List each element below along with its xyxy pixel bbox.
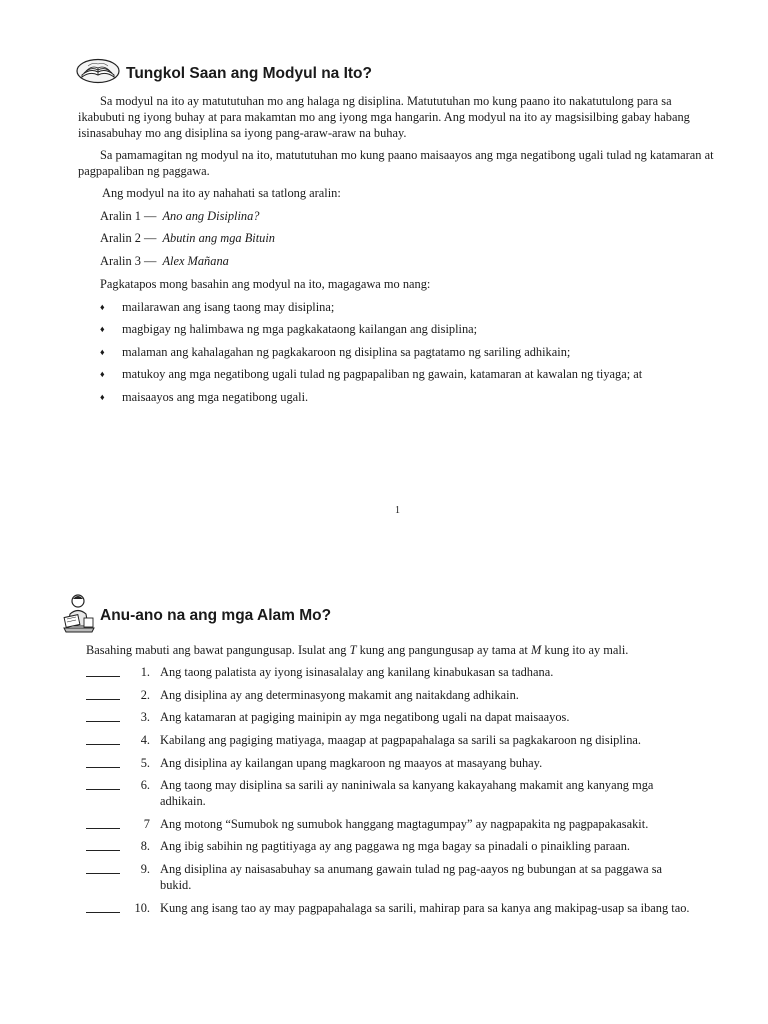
objective-item: ♦ mailarawan ang isang taong may disiplina; [100,300,335,314]
intro-paragraph-2: Sa pamamagitan ng modyul na ito, matututuhan mo kung paano maisaayos ang mga negatibong ugali tulad ng katamaran at pagpapaliban ng paggawa. [78,148,714,178]
intro-paragraph-3: Ang modyul na ito ay nahahati sa tatlong aralin: [102,186,341,200]
quiz-item: 4. Kabilang ang pagiging matiyaga, maagap at pagpapahalaga sa sarili sa pagkakaroon ng disiplina. [86,732,692,748]
lesson-1: Aralin 1 — Ano ang Disiplina? [100,209,260,223]
answer-blank[interactable] [86,687,120,700]
section1-title: Tungkol Saan ang Modyul na Ito? [126,64,372,82]
quiz-item: 3. Ang katamaran at pagiging mainipin ay mga negatibong ugali na dapat maisaayos. [86,709,692,725]
quiz-item: 9. Ang disiplina ay naisasabuhay sa anumang gawain tulad ng pag-aayos ng bubungan at sa paggawa sa bukid. [86,861,692,893]
intro-paragraph-1: Sa modyul na ito ay matututuhan mo ang halaga ng disiplina. Matututuhan mo kung paano ito nakatutulong para sa ikabubuti ng iyong buhay at para makamtan mo ang iyong mga hangarin. Ang modyul na ito ay magsisilbing gabay habang isinasabuhay mo ang disiplina sa iyong pang-araw-araw na buhay. [78,94,690,140]
answer-blank[interactable] [86,709,120,722]
answer-blank[interactable] [86,664,120,677]
page-number: 1 [395,505,400,516]
objective-item: ♦ maisaayos ang mga negatibong ugali. [100,390,309,404]
answer-blank[interactable] [86,777,120,790]
answer-blank[interactable] [86,755,120,768]
answer-blank[interactable] [86,816,120,829]
person-reading-icon [62,592,96,639]
quiz-item: 8. Ang ibig sabihin ng pagtitiyaga ay ang paggawa ng mga bagay sa pinadali o pinaikling paraan. [86,838,692,854]
section1-heading [76,58,372,89]
answer-blank[interactable] [86,732,120,745]
objective-item: ♦ magbigay ng halimbawa ng mga pagkakataong kailangan ang disiplina; [100,322,478,336]
quiz-item: 7 Ang motong “Sumubok ng sumubok hanggang magtagumpay” ay nagpapakita ng pagpapakasakit. [86,816,692,832]
open-book-icon [76,58,120,89]
answer-blank[interactable] [86,838,120,851]
answer-blank[interactable] [86,900,120,913]
section2-heading [62,592,331,639]
lesson-2: Aralin 2 — Abutin ang mga Bituin [100,231,275,245]
quiz-item: 5. Ang disiplina ay kailangan upang magkaroon ng maayos at masayang buhay. [86,755,692,771]
quiz-item: 2. Ang disiplina ay ang determinasyong makamit ang naitakdang adhikain. [86,687,692,703]
lesson-3: Aralin 3 — Alex Mañana [100,254,229,268]
objectives-intro: Pagkatapos mong basahin ang modyul na ito, magagawa mo nang: [100,277,431,291]
quiz-item: 10. Kung ang isang tao ay may pagpapahalaga sa sarili, mahirap para sa kanya ang makipag-usap sa ibang tao. [86,900,692,916]
answer-blank[interactable] [86,861,120,874]
objective-item: ♦ matukoy ang mga negatibong ugali tulad ng pagpapaliban ng gawain, katamaran at kawalan ng tiyaga; at [100,367,643,381]
quiz-item: 6. Ang taong may disiplina sa sarili ay naniniwala sa kanyang kakayahang makamit ang kanyang mga adhikain. [86,777,692,809]
objective-item: ♦ malaman ang kahalagahan ng pagkakaroon ng disiplina sa pagtatamo ng sariling adhikain; [100,345,571,359]
quiz-item: 1. Ang taong palatista ay iyong isinasalalay ang kanilang kinabukasan sa tadhana. [86,664,692,680]
section2-title: Anu-ano na ang mga Alam Mo? [100,606,332,624]
quiz-instruction: Basahing mabuti ang bawat pangungusap. Isulat ang T kung ang pangungusap ay tama at M kung ito ay mali. [86,643,629,657]
